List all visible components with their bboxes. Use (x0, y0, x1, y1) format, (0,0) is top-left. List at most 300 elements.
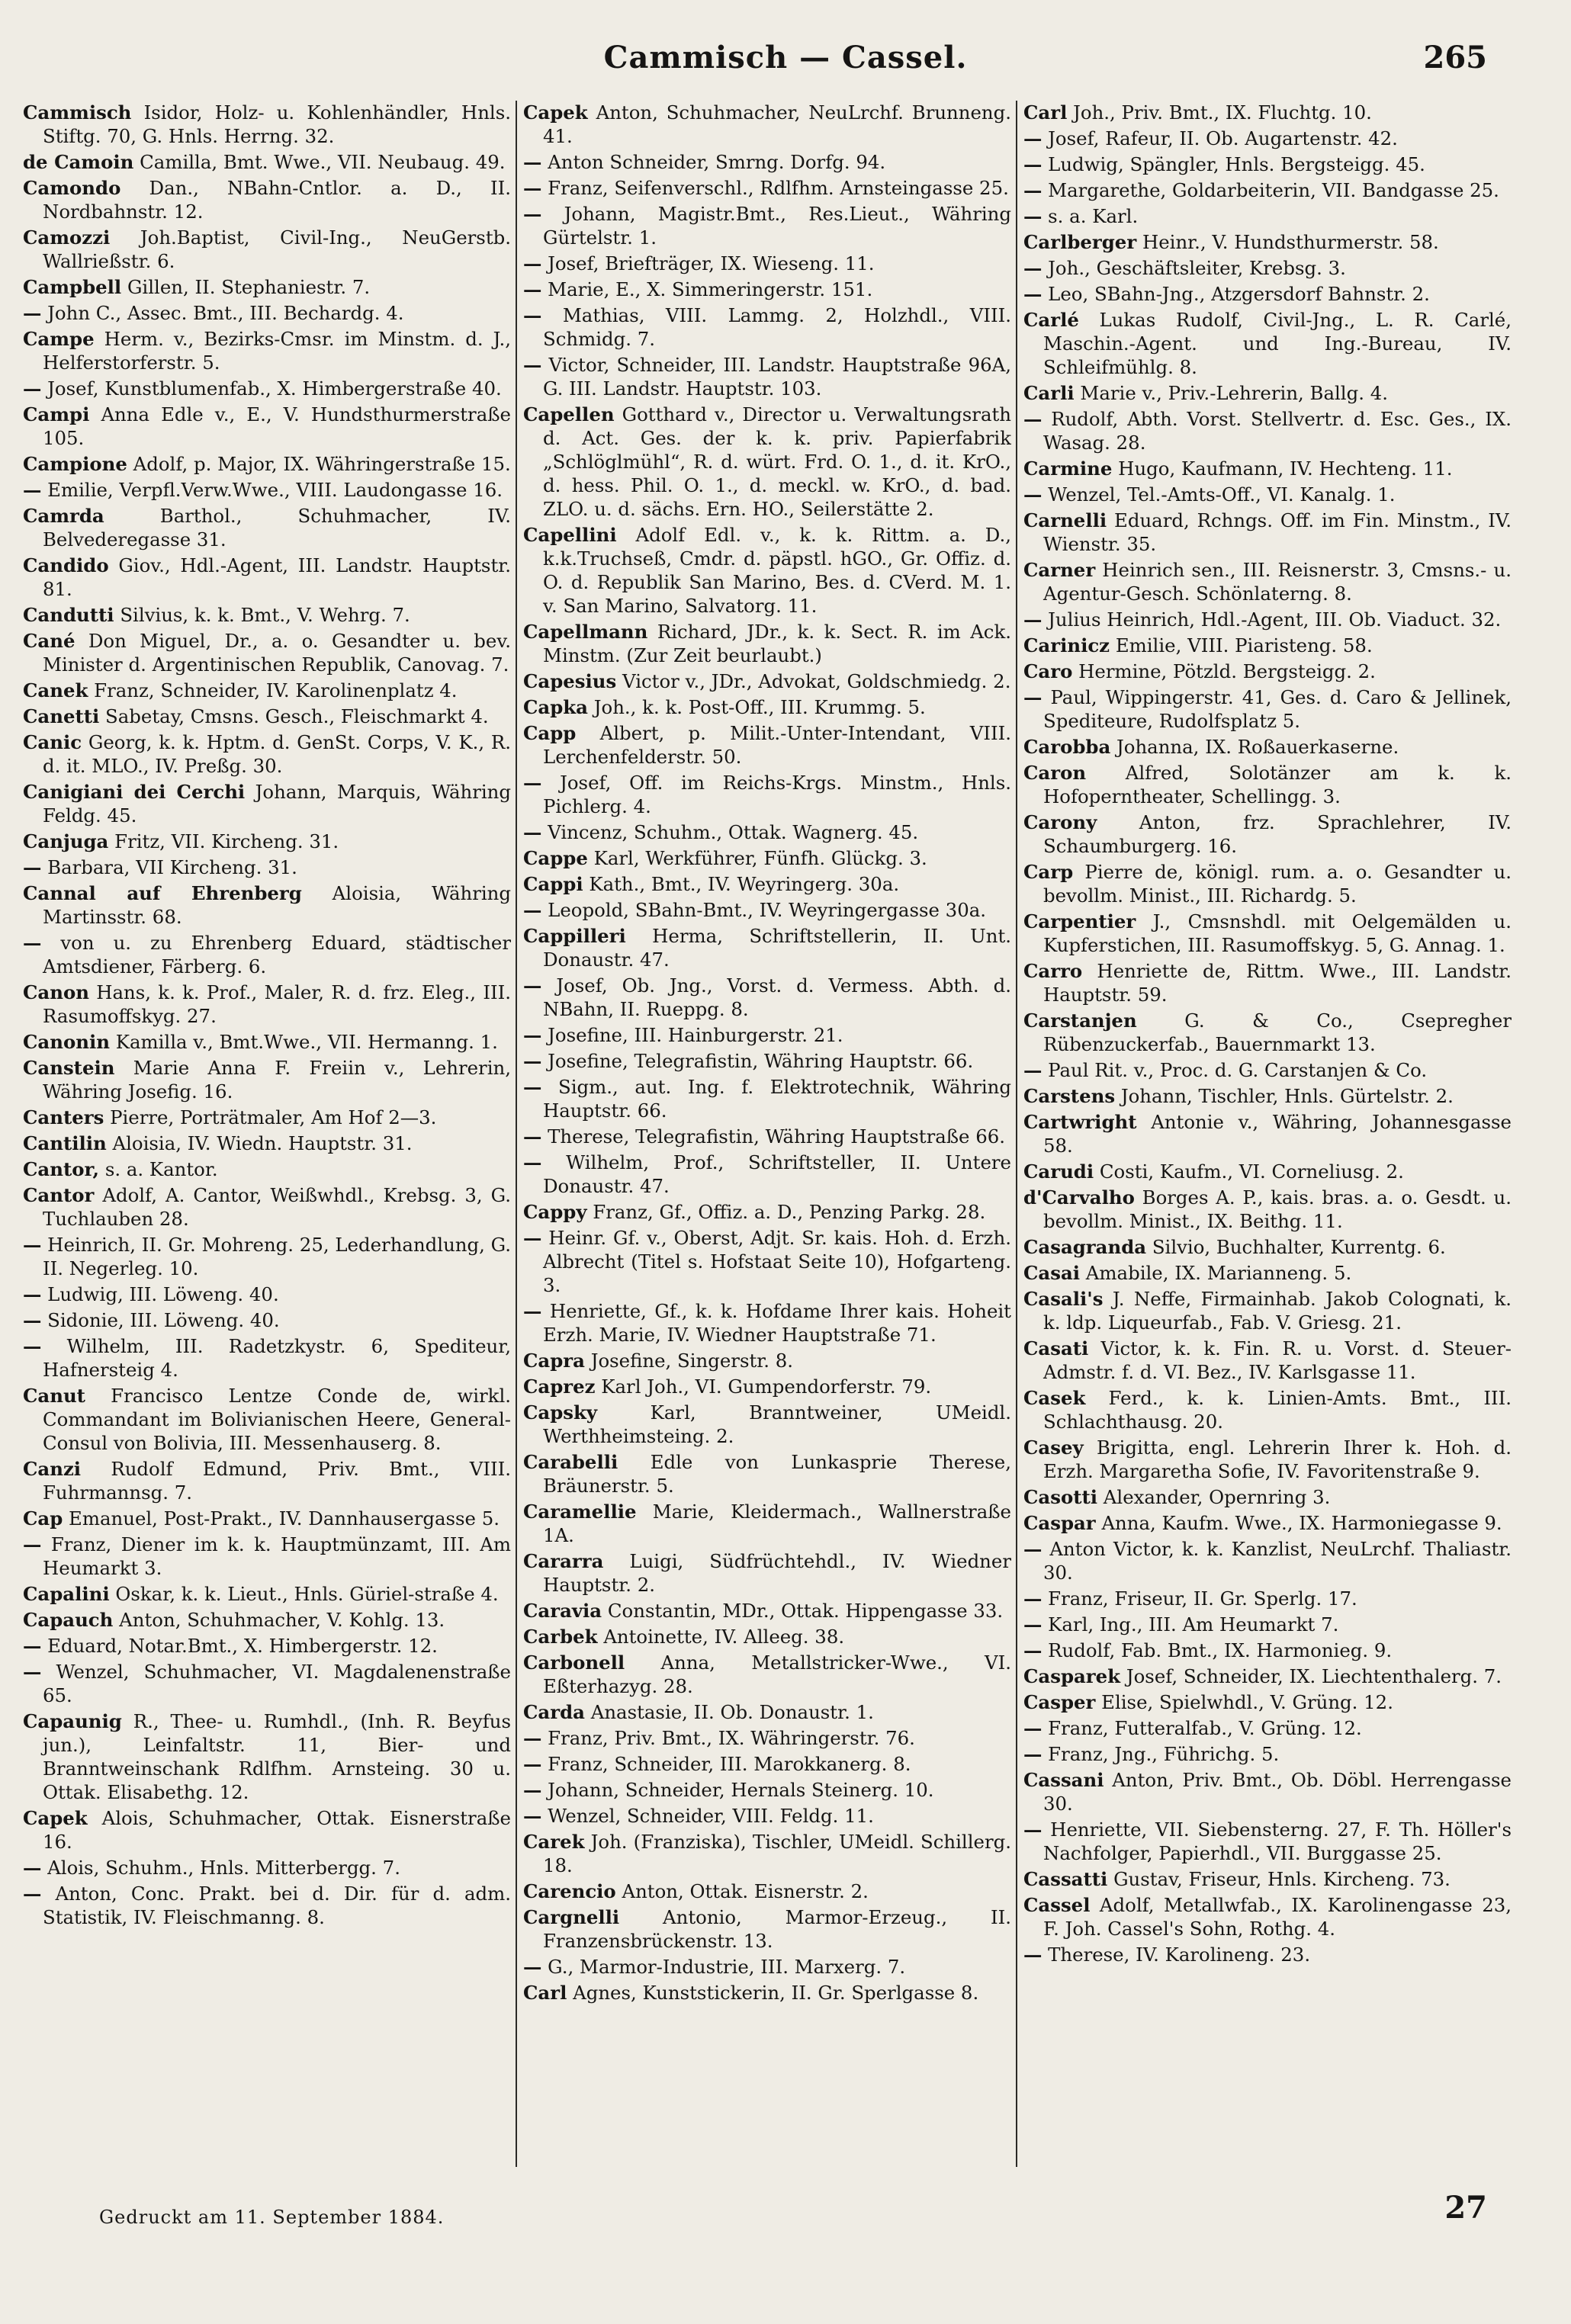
entry-name: Carudi (1023, 1160, 1094, 1183)
entry-text: Marie, E., X. Simmeringerstr. 151. (548, 278, 873, 300)
directory-entry (23, 1709, 511, 1804)
directory-entry (1023, 558, 1512, 605)
directory-entry (23, 1132, 511, 1155)
entry-name: Candido (23, 554, 109, 576)
directory-entry (1023, 1768, 1512, 1815)
directory-entry (523, 252, 1011, 275)
directory-entry (1023, 608, 1512, 631)
directory-entry (523, 150, 1011, 174)
directory-entry (523, 1778, 1011, 1802)
entry-text: Alois, Schuhmacher, Ottak. Eisnerstraße 16. (43, 1807, 511, 1853)
entry-text: Silvio, Buchhalter, Kurrentg. 6. (1152, 1236, 1446, 1258)
entry-name: Carbek (523, 1626, 598, 1648)
directory-entry (523, 176, 1011, 200)
entry-name: Cammisch (23, 101, 132, 124)
entry-name: Canonin (23, 1031, 110, 1053)
directory-entry (1023, 1084, 1512, 1108)
entry-name: Candutti (23, 604, 114, 626)
entry-name: d'Carvalho (1023, 1186, 1135, 1209)
entry-name: Carli (1023, 382, 1075, 404)
entry-name: Cap (23, 1507, 63, 1530)
entry-name: Carpentier (1023, 910, 1136, 932)
entry-name: Canstein (23, 1057, 115, 1079)
entry-name: — (523, 772, 542, 794)
directory-entry (523, 1151, 1011, 1198)
entry-text: Ludwig, Spängler, Hnls. Bergsteigg. 45. (1048, 153, 1425, 175)
entry-text: Therese, Telegrafistin, Währing Hauptstraße 66. (548, 1125, 1006, 1148)
entry-name: Capsky (523, 1401, 598, 1424)
column-2 (523, 101, 1011, 2167)
column-divider (516, 101, 517, 2167)
entry-name: — (1023, 1818, 1043, 1841)
entry-text: Isidor, Holz- u. Kohlenhändler, Hnls. Stiftg. 70, G. Hnls. Herrng. 32. (43, 101, 511, 147)
directory-entry (1023, 1261, 1512, 1285)
entry-name: Cararra (523, 1550, 604, 1572)
entry-name: Camondo (23, 177, 121, 199)
entry-name: Carl (523, 1982, 567, 2004)
entry-text: Adolf, Metallwfab., IX. Karolinengasse 23, F. Joh. Cassel's Sohn, Rothg. 4. (1043, 1894, 1512, 1940)
entry-text: John C., Assec. Bmt., III. Bechardg. 4. (47, 302, 404, 324)
directory-entry (523, 1752, 1011, 1776)
entry-name: Carda (523, 1701, 585, 1723)
entry-name: Capalini (23, 1583, 110, 1605)
entry-text: Anton, Schuhmacher, V. Kohlg. 13. (119, 1609, 445, 1631)
directory-entry (1023, 1485, 1512, 1509)
entry-text: Emilie, Verpfl.Verw.Wwe., VIII. Laudongasse 16. (47, 479, 503, 501)
directory-entry (23, 629, 511, 676)
entry-text: Silvius, k. k. Bmt., V. Wehrg. 7. (120, 604, 410, 626)
entry-text: Gustav, Friseur, Hnls. Kircheng. 73. (1113, 1868, 1451, 1890)
entry-text: Johann, Magistr.Bmt., Res.Lieut., Währing Gürtelstr. 1. (543, 203, 1011, 249)
entry-text: Wilhelm, Prof., Schriftsteller, II. Untere Donaustr. 47. (543, 1151, 1011, 1197)
directory-entry (1023, 308, 1512, 379)
directory-entry (23, 1634, 511, 1658)
entry-text: Heinrich, II. Gr. Mohreng. 25, Lederhandlung, G. II. Negerleg. 10. (43, 1234, 511, 1279)
entry-name: — (523, 278, 542, 300)
directory-entry (23, 176, 511, 223)
entry-text: Karl, Ing., III. Am Heumarkt 7. (1048, 1613, 1339, 1635)
directory-entry (523, 403, 1011, 521)
entry-text: Franz, Diener im k. k. Hauptmünzamt, III. Am Heumarkt 3. (43, 1533, 511, 1579)
entry-name: Capaunig (23, 1710, 122, 1732)
entry-text: Barbara, VII Kircheng. 31. (47, 856, 297, 878)
entry-name: Carp (1023, 861, 1074, 883)
directory-entry (23, 1384, 511, 1455)
directory-entry (523, 1830, 1011, 1877)
running-head: Cammisch — Cassel. (603, 40, 968, 75)
entry-name: — (523, 1956, 542, 1978)
directory-entry (523, 353, 1011, 400)
entry-name: Caspar (1023, 1512, 1096, 1534)
entry-name: — (23, 1661, 42, 1683)
entry-text: Barthol., Schuhmacher, IV. Belvederegasse 31. (43, 505, 511, 551)
entry-text: Leo, SBahn-Jng., Atzgersdorf Bahnstr. 2. (1048, 283, 1430, 305)
entry-text: Don Miguel, Dr., a. o. Gesandter u. bev. Minister d. Argentinischen Republik, Canovag. 7. (43, 630, 511, 676)
entry-text: Francisco Lentze Conde de, wirkl. Commandant im Bolivianischen Heere, General-Consul von Bolivia, III. Messenhauserg. 8. (43, 1385, 511, 1454)
directory-entry (23, 1882, 511, 1929)
entry-text: Oskar, k. k. Lieut., Hnls. Güriel-straße 4. (115, 1583, 499, 1605)
entry-name: — (1023, 408, 1043, 430)
entry-text: Albert, p. Milit.-Unter-Intendant, VIII. Lerchenfelderstr. 50. (543, 722, 1011, 768)
directory-entry (1023, 230, 1512, 254)
entry-text: Antoinette, IV. Alleeg. 38. (603, 1626, 845, 1648)
entry-text: Henriette, VII. Siebensterng. 27, F. Th. Höller's Nachfolger, Papierhdl., VII. Burggasse 25. (1043, 1818, 1512, 1864)
entry-name: Capesius (523, 670, 617, 692)
entry-text: Giov., Hdl.-Agent, III. Landstr. Hauptstr. 81. (43, 554, 511, 600)
entry-name: — (523, 1076, 542, 1098)
entry-name: — (523, 151, 542, 173)
column-1 (23, 101, 511, 2167)
entry-text: Gillen, II. Stephaniestr. 7. (127, 276, 371, 298)
directory-entry (23, 403, 511, 450)
entry-name: Camrda (23, 505, 104, 527)
directory-entry (1023, 1818, 1512, 1865)
directory-entry (523, 771, 1011, 818)
entry-text: Karl Joh., VI. Gumpendorferstr. 79. (601, 1375, 932, 1398)
entry-text: Joh.Baptist, Civil-Ing., NeuGerstb. Wallrießstr. 6. (43, 226, 511, 272)
entry-name: — (523, 252, 542, 274)
entry-name: — (523, 1125, 542, 1148)
entry-text: Julius Heinrich, Hdl.-Agent, III. Ob. Viaduct. 32. (1048, 608, 1502, 631)
entry-text: Ferd., k. k. Linien-Amts. Bmt., III. Schlachthausg. 20. (1043, 1387, 1512, 1433)
directory-entry (523, 1651, 1011, 1698)
directory-entry (523, 1905, 1011, 1953)
directory-entry (23, 275, 511, 299)
directory-entry (23, 603, 511, 627)
directory-entry (1023, 381, 1512, 405)
entry-text: Franz, Seifenverschl., Rdlfhm. Arnsteingasse 25. (548, 177, 1009, 199)
directory-entry (1023, 735, 1512, 759)
directory-entry (523, 1955, 1011, 1979)
entry-name: Capp (523, 722, 577, 744)
directory-entry (523, 101, 1011, 148)
entry-name: Caron (1023, 762, 1087, 784)
directory-entry (523, 1700, 1011, 1724)
entry-text: Franz, Schneider, IV. Karolinenplatz 4. (94, 679, 458, 701)
directory-entry (523, 974, 1011, 1021)
entry-text: Eduard, Rchngs. Off. im Fin. Minstm., IV. Wienstr. 35. (1043, 509, 1512, 555)
directory-entry (1023, 811, 1512, 858)
directory-entry (1023, 1664, 1512, 1688)
entry-text: Therese, IV. Karolineng. 23. (1048, 1944, 1311, 1966)
entry-text: Anton, Priv. Bmt., Ob. Döbl. Herrengasse 30. (1043, 1769, 1512, 1815)
directory-entry (523, 303, 1011, 351)
entry-name: Capra (523, 1350, 585, 1372)
entry-text: Franz, Gf., Offiz. a. D., Penzing Parkg. 28. (593, 1201, 986, 1223)
directory-entry (23, 780, 511, 827)
directory-entry (23, 1030, 511, 1054)
entry-text: Josefine, III. Hainburgerstr. 21. (548, 1024, 843, 1046)
entry-text: Josef, Schneider, IX. Liechtenthalerg. 7. (1126, 1665, 1502, 1687)
entry-name: Cantilin (23, 1132, 107, 1154)
directory-entry (23, 1608, 511, 1632)
directory-entry (1023, 1186, 1512, 1233)
entry-text: Georg, k. k. Hptm. d. GenSt. Corps, V. K., R. d. it. MLO., IV. Preßg. 30. (43, 731, 511, 777)
entry-text: Wenzel, Schuhmacher, VI. Magdalenenstraße 65. (43, 1661, 511, 1706)
directory-entry (23, 1334, 511, 1382)
entry-name: Carek (523, 1831, 585, 1853)
directory-entry (23, 1056, 511, 1103)
directory-entry (23, 679, 511, 702)
directory-entry (1023, 101, 1512, 124)
entry-text: Aloisia, Währing Martinsstr. 68. (43, 882, 511, 928)
entry-text: Hugo, Kaufmann, IV. Hechteng. 11. (1118, 457, 1453, 480)
entry-name: Canek (23, 679, 88, 701)
entry-name: — (523, 1805, 542, 1827)
directory-entry (1023, 1511, 1512, 1535)
entry-name: Caramellie (523, 1501, 637, 1523)
directory-entry (23, 301, 511, 325)
directory-entry (1023, 1009, 1512, 1056)
entry-text: Alfred, Solotänzer am k. k. Hofoperntheater, Schellingg. 3. (1043, 762, 1512, 807)
entry-name: Caravia (523, 1600, 602, 1622)
entry-name: Canters (23, 1106, 104, 1128)
entry-text: Fritz, VII. Kircheng. 31. (114, 830, 339, 852)
entry-text: Henriette de, Rittm. Wwe., III. Landstr. Hauptstr. 59. (1043, 960, 1512, 1006)
entry-text: Anna Edle v., E., V. Hundsthurmerstraße 105. (43, 403, 511, 449)
entry-text: Karl, Branntweiner, UMeidl. Werthheimsteing. 2. (543, 1401, 1011, 1447)
entry-text: Elise, Spielwhdl., V. Grüng. 12. (1101, 1691, 1393, 1713)
entry-name: Canon (23, 981, 89, 1003)
entry-name: Campbell (23, 276, 122, 298)
entry-text: Costi, Kaufm., VI. Corneliusg. 2. (1099, 1160, 1404, 1183)
directory-entry (523, 820, 1011, 844)
entry-text: Johann, Marquis, Währing Feldg. 45. (43, 781, 511, 827)
directory-entry (23, 830, 511, 853)
entry-text: Sabetay, Cmsns. Gesch., Fleischmarkt 4. (105, 705, 489, 727)
entry-name: — (23, 377, 42, 400)
directory-entry (523, 1981, 1011, 2005)
directory-entry (523, 1375, 1011, 1398)
directory-entry (1023, 483, 1512, 506)
entry-name: Capellen (523, 403, 615, 425)
directory-entry (523, 1349, 1011, 1372)
directory-entry (523, 846, 1011, 870)
entry-name: Cargnelli (523, 1906, 620, 1928)
entry-name: Carinicz (1023, 634, 1110, 656)
entry-text: Marie v., Priv.-Lehrerin, Ballg. 4. (1080, 382, 1388, 404)
entry-text: Heinr. Gf. v., Oberst, Adjt. Sr. kais. Hoh. d. Erzh. Albrecht (Titel s. Hofstaat Seite 10), Hofgarteng. 3. (543, 1227, 1011, 1296)
entry-name: Casey (1023, 1436, 1084, 1459)
entry-name: — (523, 1753, 542, 1775)
entry-name: — (523, 354, 542, 376)
entry-text: Antonio, Marmor-Erzeug., II. Franzensbrückenstr. 13. (543, 1906, 1011, 1952)
entry-text: J., Cmsnshdl. mit Oelgemälden u. Kupferstichen, III. Rasumoffskyg. 5, G. Annag. 1. (1043, 910, 1512, 956)
directory-entry (23, 1582, 511, 1606)
directory-entry (523, 1023, 1011, 1047)
entry-name: — (23, 1883, 42, 1905)
entry-text: Brigitta, engl. Lehrerin Ihrer k. Hoh. d. Erzh. Margaretha Sofie, IV. Favoritenstraße 9. (1043, 1436, 1512, 1482)
directory-entry (523, 1726, 1011, 1750)
entry-name: Carstanjen (1023, 1010, 1137, 1032)
entry-name: Carl (1023, 101, 1068, 124)
directory-entry (23, 1233, 511, 1280)
entry-name: — (1023, 127, 1043, 149)
entry-text: Wenzel, Schneider, VIII. Feldg. 11. (548, 1805, 874, 1827)
entry-name: Capellini (523, 524, 617, 546)
directory-entry (523, 872, 1011, 896)
entry-name: Canzi (23, 1458, 82, 1480)
directory-entry (523, 1299, 1011, 1347)
entry-name: — (1023, 257, 1043, 279)
entry-text: Emilie, VIII. Piaristeng. 58. (1115, 634, 1373, 656)
entry-text: Josef, Rafeur, II. Ob. Augartenstr. 42. (1048, 127, 1398, 149)
entry-text: Constantin, MDr., Ottak. Hippengasse 33. (607, 1600, 1004, 1622)
directory-entry (523, 1625, 1011, 1648)
entry-name: — (23, 479, 42, 501)
entry-name: Canjuga (23, 830, 109, 852)
entry-name: — (523, 1024, 542, 1046)
entry-name: Carobba (1023, 736, 1111, 758)
entry-text: Josefine, Singerstr. 8. (590, 1350, 794, 1372)
entry-name: Cannal auf Ehrenberg (23, 882, 302, 904)
directory-entry (523, 1804, 1011, 1828)
entry-name: Casali's (1023, 1288, 1104, 1310)
directory-entry (523, 1049, 1011, 1073)
directory-entry (1023, 1613, 1512, 1636)
entry-name: — (523, 304, 542, 326)
directory-entry (1023, 457, 1512, 480)
entry-text: Pierre, Porträtmaler, Am Hof 2—3. (110, 1106, 437, 1128)
directory-entry (1023, 1690, 1512, 1714)
entry-text: Adolf, p. Major, IX. Währingerstraße 15. (133, 453, 511, 475)
entry-text: Herma, Schriftstellerin, II. Unt. Donaustr. 47. (543, 925, 1011, 971)
entry-name: — (23, 856, 42, 878)
entry-text: Heinrich sen., III. Reisnerstr. 3, Cmsns.- u. Agentur-Gesch. Schönlaterng. 8. (1043, 559, 1512, 605)
entry-text: Sigm., aut. Ing. f. Elektrotechnik, Währing Hauptstr. 66. (543, 1076, 1011, 1122)
directory-entry (1023, 910, 1512, 957)
entry-text: Karl, Werkführer, Fünfh. Glückg. 3. (593, 847, 927, 869)
entry-name: Carony (1023, 811, 1097, 833)
entry-name: Carnelli (1023, 509, 1107, 531)
entry-text: Camilla, Bmt. Wwe., VII. Neubaug. 49. (140, 151, 506, 173)
entry-name: Casati (1023, 1337, 1089, 1359)
entry-name: — (1023, 483, 1043, 506)
directory-entry (1023, 178, 1512, 202)
entry-text: Josef, Ob. Jng., Vorst. d. Vermess. Abth. d. NBahn, II. Rueppg. 8. (543, 974, 1011, 1020)
entry-text: von u. zu Ehrenberg Eduard, städtischer Amtsdiener, Färberg. 6. (43, 932, 511, 977)
directory-entry (23, 452, 511, 476)
entry-name: — (523, 1727, 542, 1749)
entry-text: Richard, JDr., k. k. Sect. R. im Ack. Minstm. (Zur Zeit beurlaubt.) (543, 621, 1011, 666)
entry-text: Franz, Friseur, II. Gr. Sperlg. 17. (1048, 1587, 1357, 1610)
directory-entry (1023, 407, 1512, 454)
directory-entry (523, 1549, 1011, 1597)
entry-text: Wenzel, Tel.-Amts-Off., VI. Kanalg. 1. (1048, 483, 1396, 506)
entry-name: — (1023, 1639, 1043, 1661)
page-number: 265 (1423, 40, 1487, 75)
directory-entry (523, 1599, 1011, 1623)
entry-name: Carbonell (523, 1652, 625, 1674)
entry-name: — (523, 821, 542, 843)
directory-entry (523, 924, 1011, 971)
entry-name: — (523, 1151, 542, 1173)
entry-name: — (1023, 608, 1043, 631)
directory-entry (1023, 1716, 1512, 1740)
entry-name: Cassani (1023, 1769, 1104, 1791)
entry-name: — (1023, 283, 1043, 305)
entry-text: Luigi, Südfrüchtehdl., IV. Wiedner Hauptstr. 2. (543, 1550, 1011, 1596)
entry-text: Aloisia, IV. Wiedn. Hauptstr. 31. (112, 1132, 413, 1154)
entry-name: Canut (23, 1385, 85, 1407)
directory-entry (1023, 685, 1512, 733)
directory-entry (1023, 256, 1512, 280)
directory-entry (23, 1806, 511, 1854)
entry-name: — (23, 302, 42, 324)
entry-text: Anastasie, II. Ob. Donaustr. 1. (590, 1701, 874, 1723)
entry-text: Joh., Geschäftsleiter, Krebsg. 3. (1048, 257, 1346, 279)
entry-name: — (1023, 1587, 1043, 1610)
entry-text: Franz, Schneider, III. Marokkanerg. 8. (548, 1753, 911, 1775)
entry-text: Franz, Futteralfab., V. Grüng. 12. (1048, 1717, 1362, 1739)
directory-entry (23, 1183, 511, 1231)
directory-entry (1023, 1742, 1512, 1766)
entry-text: Josef, Off. im Reichs-Krgs. Minstm., Hnls. Pichlerg. 4. (543, 772, 1011, 817)
directory-entry (523, 1075, 1011, 1122)
directory-entry (523, 278, 1011, 301)
entry-name: Carlberger (1023, 231, 1137, 253)
directory-entry (523, 1450, 1011, 1497)
entry-name: — (1023, 1613, 1043, 1635)
entry-name: — (23, 1533, 42, 1555)
entry-name: Cartwright (1023, 1111, 1137, 1133)
column-divider (1016, 101, 1017, 2167)
entry-name: Capka (523, 696, 588, 718)
column-3 (1023, 101, 1512, 2167)
directory-entry (23, 1660, 511, 1707)
entry-text: Franz, Priv. Bmt., IX. Währingerstr. 76. (548, 1727, 915, 1749)
entry-text: Marie Anna F. Freiin v., Lehrerin, Währing Josefig. 16. (43, 1057, 511, 1103)
entry-text: Johanna, IX. Roßauerkaserne. (1116, 736, 1399, 758)
directory-entry (1023, 1537, 1512, 1584)
directory-entry (23, 1282, 511, 1306)
directory-entry (1023, 1639, 1512, 1662)
directory-entry (23, 1533, 511, 1580)
directory-entry (523, 523, 1011, 618)
entry-name: Carner (1023, 559, 1096, 581)
directory-entry (1023, 959, 1512, 1006)
entry-text: Paul, Wippingerstr. 41, Ges. d. Caro & Jellinek, Spediteure, Rudolfsplatz 5. (1043, 686, 1512, 732)
entry-text: Anton, frz. Sprachlehrer, IV. Schaumburgerg. 16. (1043, 811, 1512, 857)
entry-text: J. Neffe, Firmainhab. Jakob Colognati, k. k. ldp. Liqueurfab., Fab. V. Griesg. 21. (1043, 1288, 1512, 1334)
entry-name: Cantor, (23, 1158, 100, 1180)
entry-name: — (523, 899, 542, 921)
directory-entry (1023, 1867, 1512, 1891)
entry-text: Joh., Priv. Bmt., IX. Fluchtg. 10. (1073, 101, 1372, 124)
directory-entry (23, 881, 511, 929)
entry-name: — (1023, 1538, 1043, 1560)
directory-entry (23, 855, 511, 879)
entry-text: s. a. Kantor. (104, 1158, 218, 1180)
directory-entry (23, 377, 511, 400)
entry-name: Cassel (1023, 1894, 1091, 1916)
entry-text: Lukas Rudolf, Civil-Jng., L. R. Carlé, Maschin.-Agent. und Ing.-Bureau, IV. Schleifmühlg. 8. (1043, 309, 1512, 378)
entry-text: Rudolf Edmund, Priv. Bmt., VIII. Fuhrmannsg. 7. (43, 1458, 511, 1504)
entry-name: — (23, 1234, 42, 1256)
entry-text: Edle von Lunkasprie Therese, Bräunerstr. 5. (543, 1451, 1011, 1497)
directory-entry (23, 1457, 511, 1504)
sheet-number: 27 (1444, 2190, 1487, 2226)
entry-text: Leopold, SBahn-Bmt., IV. Weyringergasse 30a. (548, 899, 987, 921)
entry-text: Mathias, VIII. Lammg. 2, Holzhdl., VIII. Schmidg. 7. (543, 304, 1011, 350)
entry-name: — (1023, 179, 1043, 201)
entry-name: Carlé (1023, 309, 1079, 331)
entry-name: — (523, 1300, 542, 1322)
entry-name: Carstens (1023, 1085, 1116, 1107)
directory-entry (1023, 634, 1512, 657)
entry-text: Adolf, A. Cantor, Weißwhdl., Krebsg. 3, G. Tuchlauben 28. (43, 1184, 511, 1230)
entry-name: Cappy (523, 1201, 587, 1223)
